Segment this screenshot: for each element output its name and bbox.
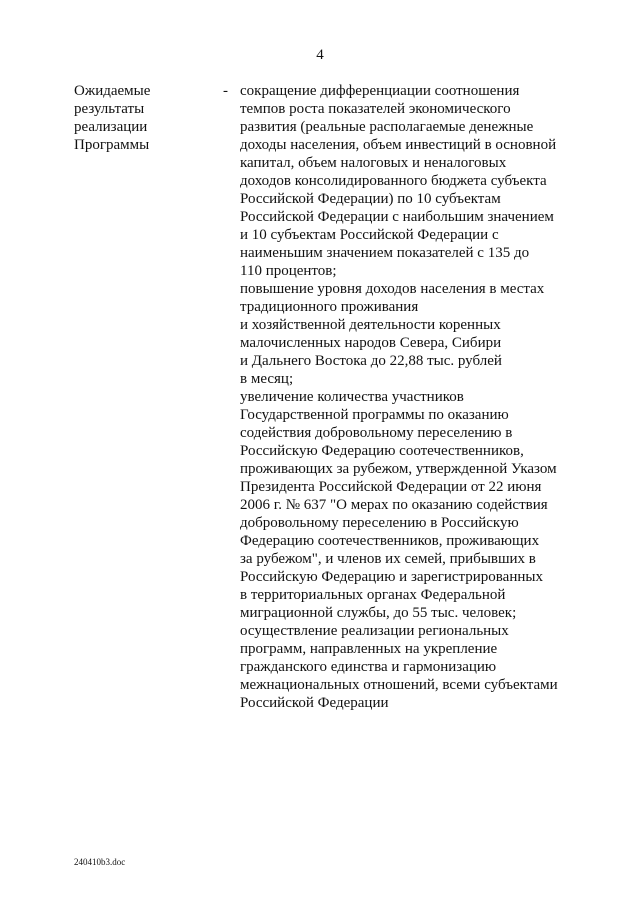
text-line: Российской Федерации с наибольшим значением (240, 209, 554, 225)
text-line: Российскую Федерацию соотечественников, (240, 443, 524, 459)
text-line: и Дальнего Востока до 22,88 тыс. рублей (240, 353, 502, 369)
section-label-line: результаты (74, 101, 145, 117)
page-number: 4 (316, 47, 324, 63)
text-line: Российскую Федерацию и зарегистрированных (240, 569, 543, 585)
section-label-line: Программы (74, 137, 150, 153)
text-line: межнациональных отношений, всеми субъектами (240, 677, 558, 693)
section-label-line: реализации (74, 119, 148, 135)
document-filename: 240410b3.doc (74, 857, 126, 867)
text-line: повышение уровня доходов населения в местах (240, 281, 545, 297)
text-line: содействия добровольному переселению в (240, 425, 513, 441)
text-line: доходов консолидированного бюджета субъекта (240, 173, 547, 189)
text-line: и хозяйственной деятельности коренных (240, 317, 501, 333)
text-line: в территориальных органах Федеральной (240, 587, 506, 603)
expected-results-text (240, 82, 575, 712)
section-label (74, 82, 194, 154)
text-line: Федерацию соотечественников, проживающих (240, 533, 540, 549)
text-line: 110 процентов; (240, 263, 337, 279)
text-line: капитал, объем налоговых и неналоговых (240, 155, 507, 171)
text-line: за рубежом", и членов их семей, прибывших в (240, 551, 536, 567)
text-line: Российской Федерации) по 10 субъектам (240, 191, 501, 207)
text-line: проживающих за рубежом, утвержденной Указом (240, 461, 557, 477)
text-line: малочисленных народов Севера, Сибири (240, 335, 502, 351)
text-line: осуществление реализации региональных (240, 623, 509, 639)
text-line: увеличение количества участников (240, 389, 464, 405)
text-line: сокращение дифференциации соотношения (240, 83, 520, 99)
text-line: Российской Федерации (240, 695, 389, 711)
text-line: гражданского единства и гармонизацию (240, 659, 497, 675)
text-line: Государственной программы по оказанию (240, 407, 509, 423)
text-line: 2006 г. № 637 "О мерах по оказанию содействия (240, 497, 548, 513)
text-line: миграционной службы, до 55 тыс. человек; (240, 605, 517, 621)
text-line: традиционного проживания (240, 299, 419, 315)
text-line: программ, направленных на укрепление (240, 641, 498, 657)
text-line: наименьшим значением показателей с 135 до (240, 245, 530, 261)
text-line: развития (реальные располагаемые денежные (240, 119, 534, 135)
text-line: темпов роста показателей экономического (240, 101, 511, 117)
list-dash: - (223, 83, 228, 99)
text-line: и 10 субъектам Российской Федерации с (240, 227, 499, 243)
text-line: в месяц; (240, 371, 294, 387)
text-line: доходы населения, объем инвестиций в основной (240, 137, 557, 153)
section-label-line: Ожидаемые (74, 83, 151, 99)
text-line: Президента Российской Федерации от 22 июня (240, 479, 542, 495)
text-line: добровольному переселению в Российскую (240, 515, 519, 531)
